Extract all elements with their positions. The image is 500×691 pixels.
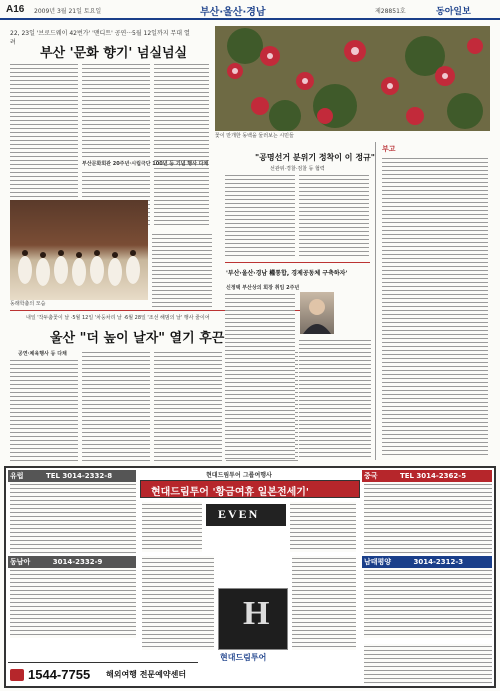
article1-kicker: 22, 23일 '브로드웨이 42번가' '맨디트' 공연···5월 12일까지 무대 열려 bbox=[10, 30, 190, 46]
article3-body-col2 bbox=[299, 173, 369, 258]
south-pacific-listing bbox=[364, 568, 492, 638]
article2-headline: 울산 "더 높이 날자" 열기 후끈 bbox=[50, 331, 225, 346]
reservation-center: 해외여행 전문예약센터 bbox=[106, 670, 187, 679]
sidebar bbox=[375, 142, 492, 460]
issue-date: 2009년 3월 21일 토요일 bbox=[34, 8, 102, 15]
page-number: A16 bbox=[6, 4, 25, 15]
reservation-strip bbox=[8, 662, 198, 686]
company-logo: H bbox=[218, 588, 288, 650]
ad-footer-text bbox=[364, 644, 492, 684]
sidebar-title: 부고 bbox=[382, 145, 396, 153]
article4-body-col1 bbox=[225, 292, 295, 460]
company-name: 현대드림투어 bbox=[220, 653, 267, 662]
article1-body-col3 bbox=[154, 62, 209, 227]
portrait-photo bbox=[300, 292, 334, 334]
china-listing bbox=[364, 482, 492, 554]
article3-body-col1 bbox=[225, 173, 295, 258]
sidebar-listing bbox=[382, 156, 488, 456]
article4-body-col2 bbox=[299, 338, 371, 460]
section-title: 부산·울산·경남 bbox=[200, 7, 266, 18]
ad-center-text2 bbox=[290, 502, 356, 552]
article3-subhead: 선관위·경찰·검찰 등 협력 bbox=[270, 166, 325, 172]
newspaper-logo: 동아일보 bbox=[436, 7, 471, 17]
article1-subhead: 부산문화회관 20주년·시립극단 100년 등 기념 행사 다채 bbox=[82, 161, 209, 167]
article3-headline: "공명선거 분위기 정착이 이 정규" bbox=[255, 153, 375, 162]
ad-main-title-box bbox=[140, 480, 360, 498]
article2-kicker: 내일 '작두춤꽃이 날 ·5월 12일 '차둥차리 날 ·6월 28일 '조선 해범의 날' 행사 줄이어 bbox=[26, 315, 210, 321]
travel-advertisement bbox=[4, 466, 496, 688]
article2-body-col1 bbox=[10, 358, 78, 461]
camellia-photo bbox=[215, 26, 490, 131]
divider bbox=[225, 262, 370, 263]
europe-label: 유럽 TEL 3014-2332-8 bbox=[8, 470, 136, 482]
ad-main-title: 현대드림투어 '황금여휴 일본전세기' bbox=[151, 487, 309, 498]
phone-icon bbox=[10, 669, 24, 681]
reservation-phone: 1544-7755 bbox=[28, 667, 91, 682]
ad-center-text4 bbox=[292, 556, 356, 650]
article1-body-col4 bbox=[152, 232, 212, 312]
southeast-asia-listing bbox=[10, 568, 136, 638]
article1-body-col2 bbox=[82, 62, 150, 157]
article1-headline: 부산 '문화 향기' 넘실넘실 bbox=[40, 46, 188, 61]
southeast-asia-label: 동남아 3014-2332-9 bbox=[8, 556, 136, 568]
photo1-caption: 동래학춤의 모습 bbox=[10, 301, 46, 307]
article4-headline: '부산·울산·경남 權통합, 경제공동체 구축하자' bbox=[226, 270, 348, 277]
page-header bbox=[0, 0, 500, 20]
dance-photo bbox=[10, 200, 148, 300]
ad-banner: 현대드림투어 그룹여행사 bbox=[206, 472, 272, 479]
ad-center-text3 bbox=[142, 556, 214, 650]
article2-body-col3 bbox=[154, 350, 222, 461]
south-pacific-label: 남태평양 3014-2312-3 bbox=[362, 556, 492, 568]
ad-center-text1 bbox=[142, 502, 202, 552]
china-label: 중국 TEL 3014-2362-5 bbox=[362, 470, 492, 482]
article4-profile: 신정택 부산상의 회장 취임 2주년 bbox=[226, 285, 300, 291]
even-logo: EVEN bbox=[206, 504, 286, 526]
europe-listing bbox=[10, 482, 136, 554]
issue-number: 제28851호 bbox=[375, 8, 406, 15]
photo2-caption: 꽃이 만개한 동백을 둘러보는 시민들 bbox=[215, 133, 294, 139]
article1-body-col1 bbox=[10, 62, 78, 197]
article2-body-col2 bbox=[82, 350, 150, 461]
article2-subhead: 공연·체육행사 등 다채 bbox=[18, 351, 67, 357]
